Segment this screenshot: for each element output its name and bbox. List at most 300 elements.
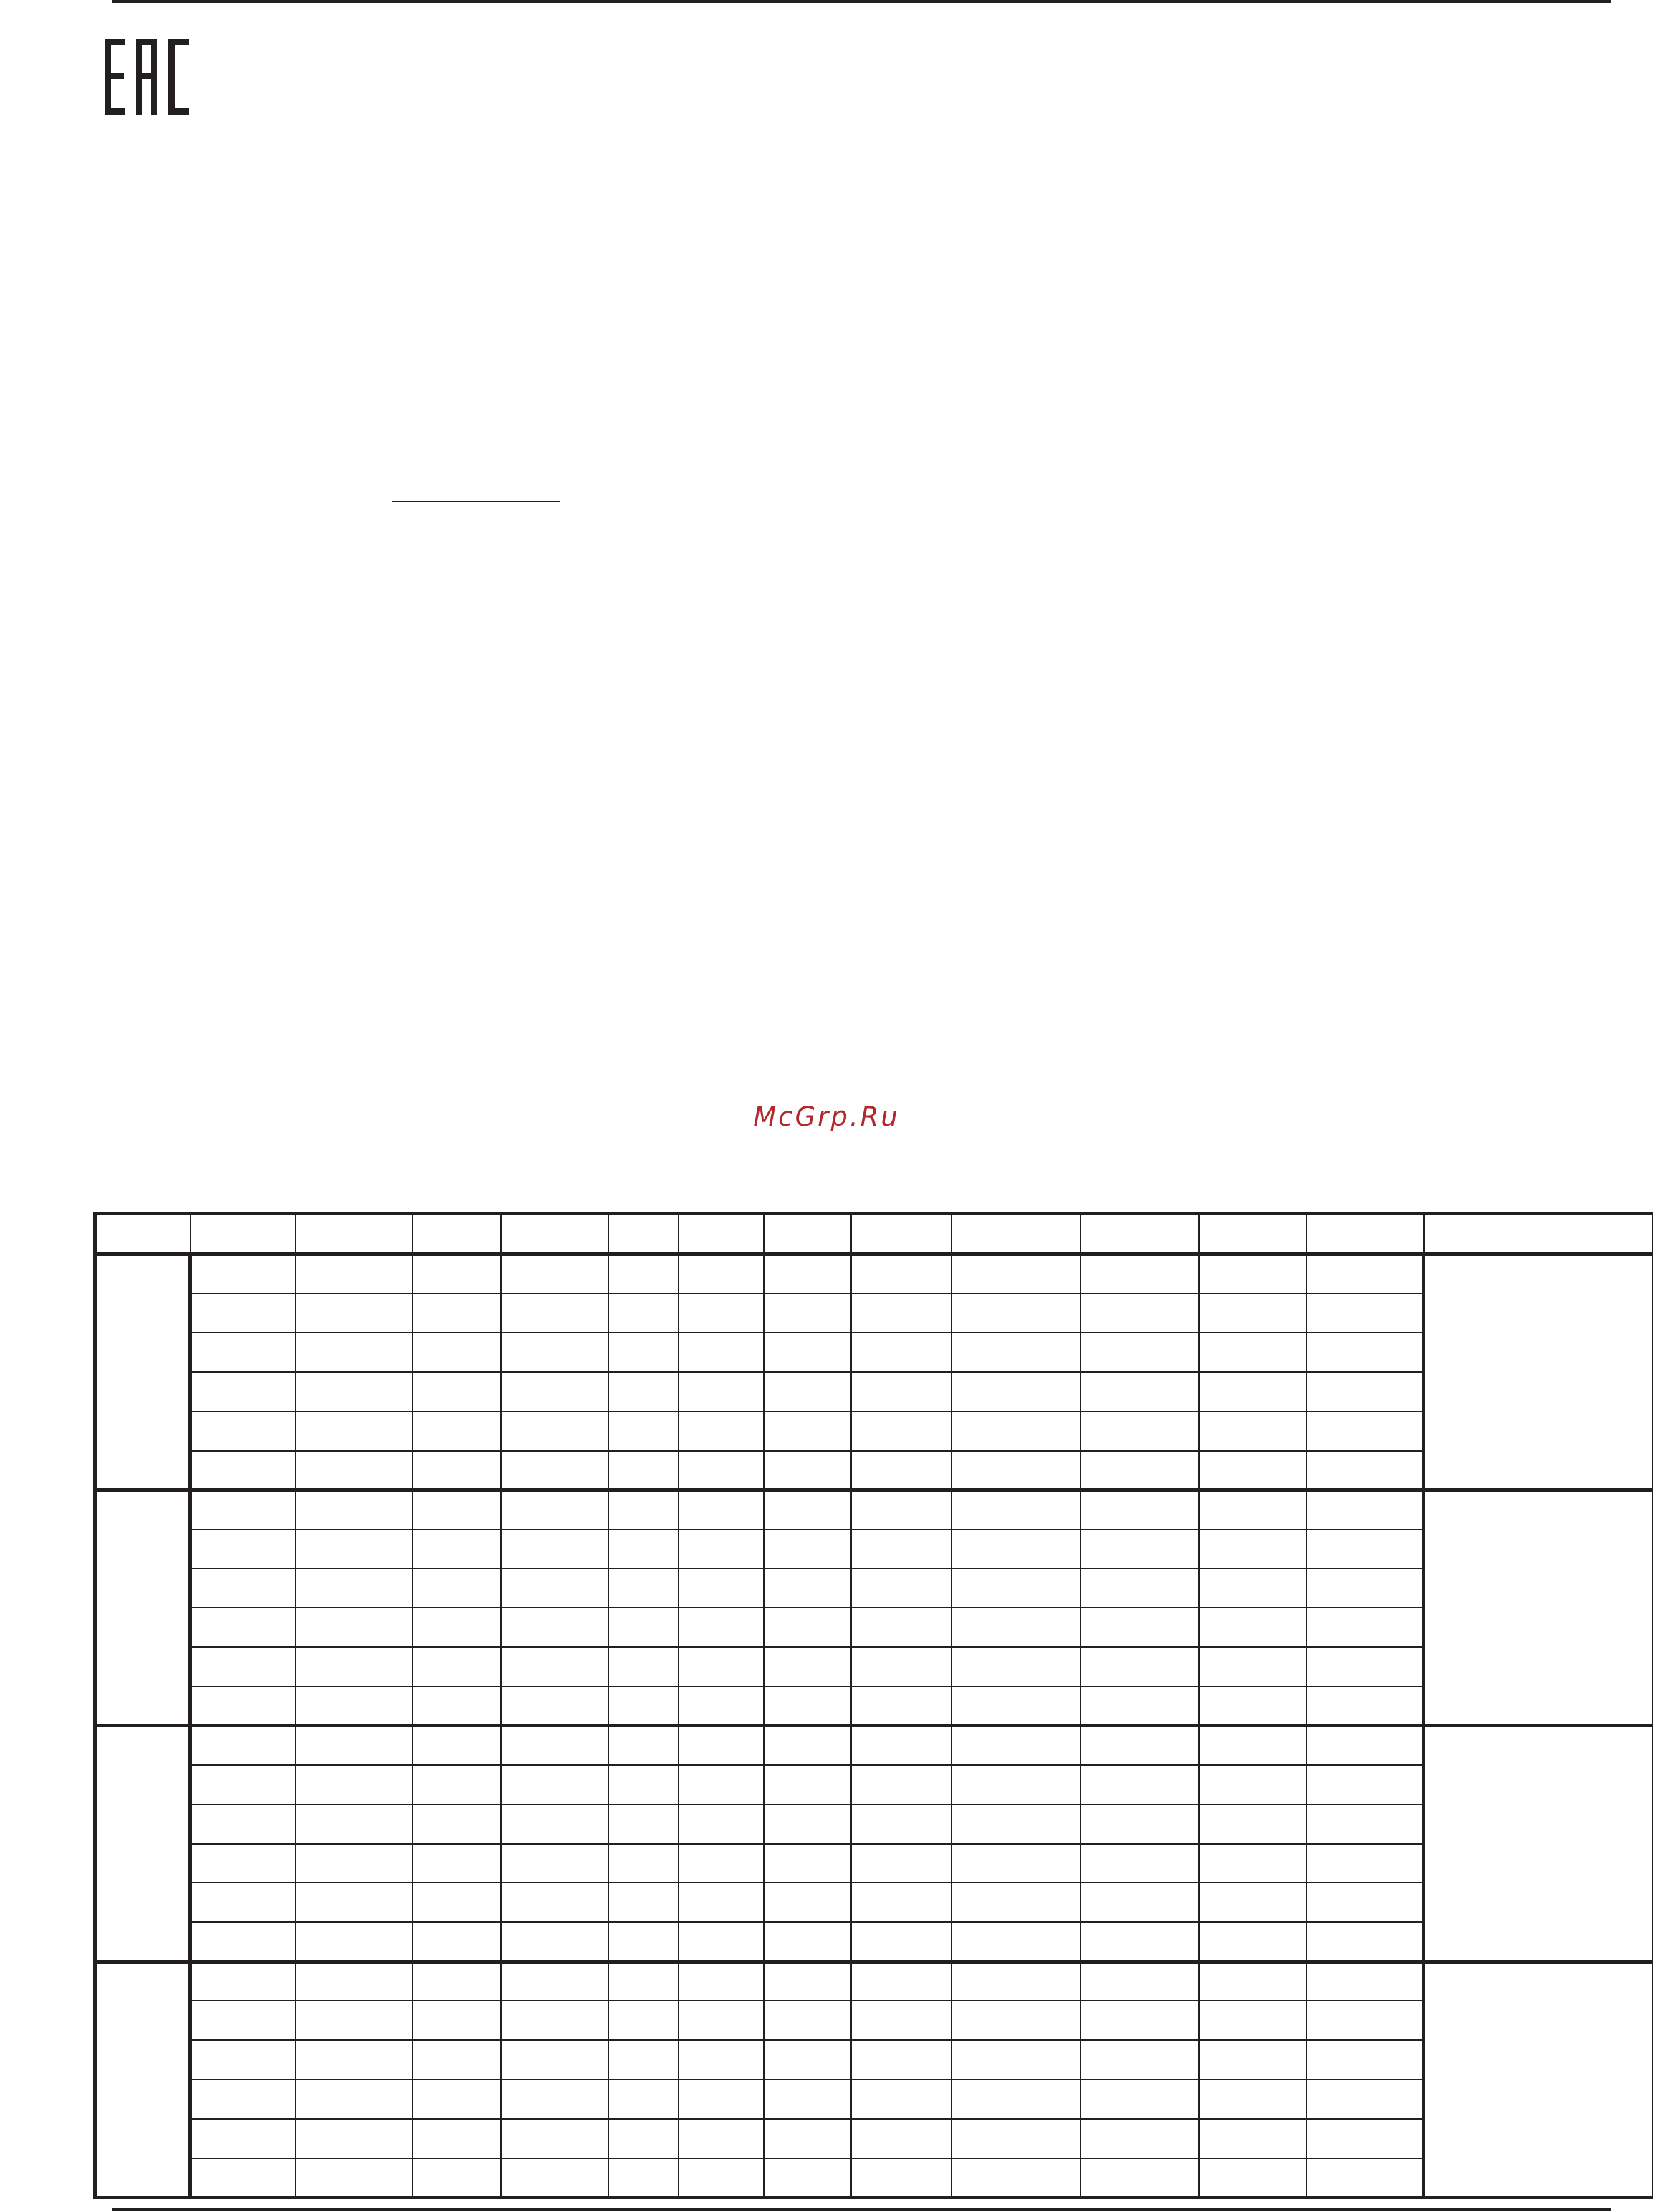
table-cell — [609, 1883, 679, 1922]
table-cell — [1080, 2040, 1199, 2080]
table-row — [95, 1686, 1653, 1726]
table-cell — [1080, 1922, 1199, 1961]
table-cell — [1199, 2040, 1307, 2080]
table-row — [95, 2119, 1653, 2158]
table-cell — [951, 1254, 1080, 1293]
table-cell — [501, 1647, 609, 1686]
table-cell — [679, 1293, 764, 1333]
table-cell — [296, 1530, 412, 1569]
table-cell — [190, 1805, 296, 1844]
table-cell — [501, 2040, 609, 2080]
table-cell — [1307, 1686, 1424, 1726]
table-cell — [851, 1883, 951, 1922]
table-cell — [1307, 1883, 1424, 1922]
table-cell — [851, 1293, 951, 1333]
table-cell — [501, 1451, 609, 1490]
table-cell — [951, 1883, 1080, 1922]
table-cell — [1080, 2080, 1199, 2119]
table-cell — [851, 1568, 951, 1608]
table-cell — [1307, 1805, 1424, 1844]
table-cell — [1307, 1530, 1424, 1569]
watermark: McGrp.Ru — [753, 1101, 900, 1132]
table-row — [95, 1883, 1653, 1922]
table-cell — [1307, 1765, 1424, 1805]
table-row — [95, 1490, 1653, 1530]
table-cell — [1080, 1805, 1199, 1844]
table-cell — [1080, 1726, 1199, 1765]
header-cell — [1307, 1214, 1424, 1255]
table-cell — [851, 1686, 951, 1726]
table-cell — [501, 1805, 609, 1844]
table-cell — [412, 1608, 501, 1647]
table-cell — [296, 1844, 412, 1883]
table-cell — [1307, 1647, 1424, 1686]
table-cell — [501, 2001, 609, 2040]
table-row — [95, 1333, 1653, 1372]
table-cell — [412, 1490, 501, 1530]
table-cell — [190, 1293, 296, 1333]
group-note-cell — [1424, 1726, 1653, 1961]
table-cell — [412, 1686, 501, 1726]
table-cell — [951, 2001, 1080, 2040]
table-cell — [296, 2001, 412, 2040]
table-cell — [1080, 1961, 1199, 2001]
table-row — [95, 2080, 1653, 2119]
table-cell — [1307, 1568, 1424, 1608]
header-cell — [95, 1214, 190, 1255]
group-note-cell — [1424, 1254, 1653, 1489]
table-cell — [679, 1411, 764, 1451]
table-cell — [412, 2040, 501, 2080]
table-cell — [1307, 1608, 1424, 1647]
table-cell — [412, 1647, 501, 1686]
table-cell — [951, 1647, 1080, 1686]
table-cell — [851, 1844, 951, 1883]
table-cell — [609, 2040, 679, 2080]
table-cell — [951, 2158, 1080, 2198]
table-cell — [190, 2040, 296, 2080]
table-cell — [190, 1765, 296, 1805]
table-cell — [1199, 1647, 1307, 1686]
table-cell — [764, 1333, 851, 1372]
table-row — [95, 1411, 1653, 1451]
table-cell — [951, 1372, 1080, 1411]
table-cell — [412, 1293, 501, 1333]
table-cell — [1080, 1530, 1199, 1569]
table-cell — [609, 1530, 679, 1569]
table-cell — [190, 2158, 296, 2198]
table-cell — [679, 2119, 764, 2158]
table-row — [95, 2158, 1653, 2198]
table-cell — [412, 1451, 501, 1490]
table-cell — [190, 1686, 296, 1726]
table-cell — [951, 1568, 1080, 1608]
table-cell — [296, 1726, 412, 1765]
table-cell — [1080, 1333, 1199, 1372]
table-cell — [190, 1490, 296, 1530]
table-cell — [951, 2080, 1080, 2119]
table-cell — [296, 1333, 412, 1372]
table-cell — [764, 2040, 851, 2080]
table-row — [95, 1451, 1653, 1490]
table-cell — [501, 1883, 609, 1922]
table-cell — [851, 1765, 951, 1805]
table-cell — [679, 2001, 764, 2040]
table-cell — [951, 1293, 1080, 1333]
table-cell — [501, 1254, 609, 1293]
header-cell — [1424, 1214, 1653, 1255]
table-cell — [679, 1883, 764, 1922]
table-cell — [1080, 1883, 1199, 1922]
table-cell — [296, 1765, 412, 1805]
table-cell — [764, 1411, 851, 1451]
top-rule — [112, 0, 1611, 3]
table-cell — [679, 1568, 764, 1608]
table-cell — [296, 1451, 412, 1490]
table-cell — [1307, 2080, 1424, 2119]
table-cell — [609, 1490, 679, 1530]
table-cell — [1199, 2119, 1307, 2158]
table-cell — [412, 1922, 501, 1961]
table-cell — [190, 2080, 296, 2119]
table-cell — [501, 1726, 609, 1765]
table-cell — [190, 1530, 296, 1569]
table-cell — [296, 1490, 412, 1530]
table-cell — [764, 2080, 851, 2119]
table-cell — [851, 1805, 951, 1844]
table-cell — [679, 1608, 764, 1647]
table-cell — [679, 1686, 764, 1726]
table-cell — [609, 1765, 679, 1805]
table-row — [95, 1254, 1653, 1293]
table-cell — [951, 1490, 1080, 1530]
table-cell — [609, 1333, 679, 1372]
table-cell — [1307, 2040, 1424, 2080]
table-cell — [296, 1608, 412, 1647]
table-cell — [764, 1490, 851, 1530]
table-cell — [609, 1411, 679, 1451]
table-cell — [764, 1451, 851, 1490]
table-cell — [412, 2080, 501, 2119]
table-cell — [190, 1568, 296, 1608]
header-cell — [679, 1214, 764, 1255]
table-cell — [1199, 2001, 1307, 2040]
table-cell — [679, 1726, 764, 1765]
group-label-cell — [95, 1961, 190, 2197]
table-cell — [1080, 1647, 1199, 1686]
table-cell — [764, 1844, 851, 1883]
table-cell — [764, 2001, 851, 2040]
table-cell — [1080, 1686, 1199, 1726]
table-cell — [501, 1411, 609, 1451]
table-cell — [190, 1844, 296, 1883]
table-cell — [296, 1922, 412, 1961]
table-cell — [1199, 1568, 1307, 1608]
table-cell — [679, 1372, 764, 1411]
header-cell — [851, 1214, 951, 1255]
header-cell — [412, 1214, 501, 1255]
table-cell — [412, 2119, 501, 2158]
table-cell — [190, 1411, 296, 1451]
table-cell — [501, 1372, 609, 1411]
table-cell — [1080, 1765, 1199, 1805]
table-cell — [296, 1805, 412, 1844]
table-cell — [190, 1647, 296, 1686]
table-cell — [1080, 1411, 1199, 1451]
table-cell — [764, 1805, 851, 1844]
table-cell — [1199, 1254, 1307, 1293]
table-cell — [609, 1805, 679, 1844]
table-row — [95, 1293, 1653, 1333]
table-cell — [412, 1530, 501, 1569]
table-cell — [501, 2080, 609, 2119]
table-row — [95, 1844, 1653, 1883]
table-cell — [679, 1333, 764, 1372]
table-row — [95, 2040, 1653, 2080]
table-cell — [764, 1530, 851, 1569]
header-cell — [1080, 1214, 1199, 1255]
table-cell — [851, 2158, 951, 2198]
table-cell — [190, 1608, 296, 1647]
table-cell — [609, 1568, 679, 1608]
table-cell — [951, 1530, 1080, 1569]
table-cell — [190, 1961, 296, 2001]
header-cell — [764, 1214, 851, 1255]
table-cell — [764, 1608, 851, 1647]
table-cell — [951, 2040, 1080, 2080]
table-cell — [296, 1254, 412, 1293]
header-cell — [609, 1214, 679, 1255]
table-cell — [1080, 2119, 1199, 2158]
header-cell — [951, 1214, 1080, 1255]
table-cell — [501, 1293, 609, 1333]
table-row — [95, 2001, 1653, 2040]
table-cell — [1307, 1254, 1424, 1293]
table-cell — [1199, 1608, 1307, 1647]
table-cell — [1307, 1372, 1424, 1411]
table-cell — [851, 2119, 951, 2158]
table-cell — [1307, 2001, 1424, 2040]
table-cell — [1080, 1568, 1199, 1608]
table-cell — [296, 1293, 412, 1333]
table-cell — [190, 1451, 296, 1490]
table-cell — [679, 2158, 764, 2198]
table-cell — [609, 1608, 679, 1647]
table-cell — [296, 1686, 412, 1726]
table-cell — [679, 1961, 764, 2001]
table-cell — [609, 1844, 679, 1883]
table-cell — [501, 1961, 609, 2001]
table-cell — [501, 1530, 609, 1569]
table-cell — [501, 1568, 609, 1608]
table-cell — [296, 1961, 412, 2001]
group-label-cell — [95, 1726, 190, 1961]
table-cell — [190, 2001, 296, 2040]
table-cell — [296, 2119, 412, 2158]
header-cell — [296, 1214, 412, 1255]
table-cell — [1199, 1686, 1307, 1726]
table-cell — [412, 1254, 501, 1293]
table-cell — [412, 1961, 501, 2001]
table-cell — [851, 1411, 951, 1451]
table-cell — [851, 2040, 951, 2080]
table-cell — [1199, 1961, 1307, 2001]
table-cell — [851, 1254, 951, 1293]
table-cell — [1199, 1293, 1307, 1333]
table-cell — [296, 1568, 412, 1608]
blank-underline — [392, 501, 560, 502]
table-cell — [851, 1333, 951, 1372]
table-cell — [1080, 1372, 1199, 1411]
table-cell — [1199, 1333, 1307, 1372]
table-cell — [609, 2158, 679, 2198]
table-cell — [1199, 1883, 1307, 1922]
table-cell — [679, 2040, 764, 2080]
table-cell — [296, 1883, 412, 1922]
table-cell — [190, 1883, 296, 1922]
table-cell — [679, 1451, 764, 1490]
table-cell — [679, 1844, 764, 1883]
table-cell — [296, 2040, 412, 2080]
table-cell — [412, 1883, 501, 1922]
table-cell — [1080, 1490, 1199, 1530]
table-cell — [190, 1333, 296, 1372]
table-cell — [679, 2080, 764, 2119]
table-cell — [764, 1647, 851, 1686]
table-row — [95, 1726, 1653, 1765]
table-cell — [412, 1844, 501, 1883]
table-cell — [609, 1686, 679, 1726]
table-cell — [1307, 1844, 1424, 1883]
table-cell — [851, 2080, 951, 2119]
group-note-cell — [1424, 1490, 1653, 1726]
group-label-cell — [95, 1490, 190, 1726]
table-cell — [296, 2080, 412, 2119]
table-cell — [951, 1922, 1080, 1961]
table-cell — [501, 1490, 609, 1530]
table-cell — [1199, 1844, 1307, 1883]
table-cell — [1307, 1411, 1424, 1451]
table-cell — [951, 1411, 1080, 1451]
table-cell — [851, 1530, 951, 1569]
table-cell — [851, 1961, 951, 2001]
table-cell — [296, 1411, 412, 1451]
table-cell — [951, 1844, 1080, 1883]
table-cell — [1307, 1490, 1424, 1530]
table-cell — [1307, 1922, 1424, 1961]
table-cell — [412, 1333, 501, 1372]
group-note-cell — [1424, 1961, 1653, 2197]
table-cell — [609, 1254, 679, 1293]
table-cell — [1080, 1254, 1199, 1293]
table-row — [95, 1961, 1653, 2001]
table-cell — [412, 1372, 501, 1411]
table-cell — [609, 1451, 679, 1490]
table-cell — [296, 1647, 412, 1686]
table-cell — [1307, 2119, 1424, 2158]
table-row — [95, 1530, 1653, 1569]
table-cell — [851, 1647, 951, 1686]
table-cell — [679, 1805, 764, 1844]
table-cell — [851, 1451, 951, 1490]
table-cell — [679, 1765, 764, 1805]
table-row — [95, 1372, 1653, 1411]
table-cell — [1080, 1451, 1199, 1490]
table-cell — [190, 1372, 296, 1411]
table-cell — [501, 2158, 609, 2198]
table-cell — [764, 1922, 851, 1961]
table-cell — [1080, 2001, 1199, 2040]
table-cell — [501, 1765, 609, 1805]
table-cell — [679, 1647, 764, 1686]
table-cell — [1307, 1961, 1424, 2001]
table-cell — [412, 1568, 501, 1608]
table-cell — [951, 1333, 1080, 1372]
table-cell — [851, 1608, 951, 1647]
table-header-row — [95, 1214, 1653, 1255]
table-cell — [412, 1765, 501, 1805]
header-cell — [1199, 1214, 1307, 1255]
bottom-rule — [112, 2208, 1611, 2211]
table-cell — [609, 1293, 679, 1333]
blank-form-table — [93, 1212, 1653, 2199]
table-cell — [951, 1451, 1080, 1490]
header-cell — [501, 1214, 609, 1255]
table-cell — [609, 1372, 679, 1411]
table-cell — [1199, 1726, 1307, 1765]
table-row — [95, 1805, 1653, 1844]
table-cell — [679, 1530, 764, 1569]
table-cell — [412, 2001, 501, 2040]
table-cell — [764, 1883, 851, 1922]
table-cell — [609, 2080, 679, 2119]
table-cell — [190, 2119, 296, 2158]
table-cell — [764, 1961, 851, 2001]
group-label-cell — [95, 1254, 190, 1489]
table-cell — [190, 1726, 296, 1765]
table-cell — [851, 1372, 951, 1411]
table-cell — [501, 1608, 609, 1647]
table-row — [95, 1647, 1653, 1686]
table-cell — [851, 1490, 951, 1530]
table-cell — [951, 1765, 1080, 1805]
table-cell — [764, 1372, 851, 1411]
table-cell — [764, 1765, 851, 1805]
table-cell — [851, 1726, 951, 1765]
table-row — [95, 1608, 1653, 1647]
table-cell — [1307, 1726, 1424, 1765]
table-cell — [764, 2158, 851, 2198]
table-cell — [764, 1686, 851, 1726]
table-cell — [951, 1961, 1080, 2001]
table-cell — [951, 1726, 1080, 1765]
table-cell — [764, 1293, 851, 1333]
table-cell — [764, 1726, 851, 1765]
table-row — [95, 1568, 1653, 1608]
table-cell — [1199, 1411, 1307, 1451]
table-row — [95, 1922, 1653, 1961]
table-cell — [501, 1333, 609, 1372]
table-cell — [951, 1608, 1080, 1647]
table-cell — [609, 2119, 679, 2158]
table-cell — [296, 1372, 412, 1411]
table-cell — [609, 1726, 679, 1765]
table-cell — [1199, 1765, 1307, 1805]
table-cell — [609, 1961, 679, 2001]
table-cell — [609, 1647, 679, 1686]
table-cell — [1080, 1844, 1199, 1883]
table-cell — [296, 2158, 412, 2198]
